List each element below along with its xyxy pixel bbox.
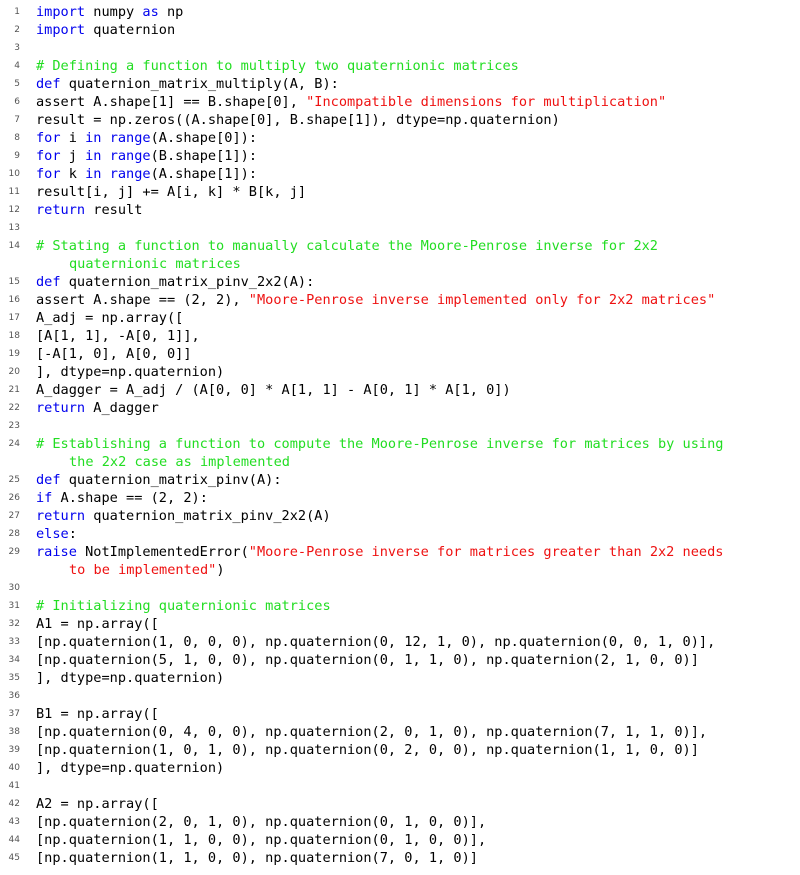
code-line (0, 363, 800, 381)
code-token: (B.shape[1]): (150, 148, 258, 164)
code-text (36, 399, 159, 417)
code-line (0, 507, 800, 525)
code-line (0, 525, 800, 543)
code-token: assert A.shape[1] == B.shape[0], (36, 94, 307, 110)
line-number: 7 (14, 115, 20, 125)
code-token: [np.quaternion(2, 0, 1, 0), np.quaternion(0, 1, 0, 0)], (36, 814, 487, 830)
code-line (0, 759, 800, 777)
code-text (36, 615, 159, 633)
code-text (36, 183, 306, 201)
code-line (0, 417, 800, 435)
code-line (0, 291, 800, 309)
code-token: quaternion_matrix_pinv(A): (60, 472, 282, 488)
code-line-continuation (0, 561, 800, 579)
code-text (69, 453, 290, 471)
keyword-token: return (36, 400, 86, 416)
code-line (0, 3, 800, 21)
keyword-token: if (36, 490, 53, 506)
code-text (36, 633, 715, 651)
line-number: 44 (8, 835, 20, 845)
code-line (0, 147, 800, 165)
keyword-token: for (36, 130, 61, 146)
code-token: k (60, 166, 86, 182)
code-line (0, 39, 800, 57)
code-text (36, 3, 183, 21)
keyword-token: return (36, 202, 86, 218)
code-token: NotImplementedError( (76, 544, 249, 560)
code-text (36, 723, 707, 741)
code-line (0, 795, 800, 813)
code-text (36, 21, 175, 39)
keyword-token: for (36, 148, 61, 164)
code-line-continuation (0, 255, 800, 273)
comment-token: # Initializing quaternionic matrices (36, 598, 331, 614)
code-text (36, 57, 519, 75)
line-number: 25 (8, 475, 20, 485)
code-token: result[i, j] += A[i, k] * B[k, j] (36, 184, 307, 200)
keyword-token: range (109, 130, 151, 146)
code-text (36, 75, 339, 93)
line-number: 32 (8, 619, 20, 629)
line-number: 20 (8, 367, 20, 377)
code-token: quaternion_matrix_pinv_2x2(A): (60, 274, 315, 290)
code-text (36, 309, 183, 327)
code-token: : (68, 526, 77, 542)
line-number: 4 (14, 61, 20, 71)
code-listing (0, 3, 800, 867)
code-line (0, 471, 800, 489)
line-number: 36 (8, 691, 20, 701)
line-number: 12 (8, 205, 20, 215)
code-line (0, 75, 800, 93)
keyword-token: for (36, 166, 61, 182)
line-number: 39 (8, 745, 20, 755)
code-text (36, 705, 159, 723)
code-token: [np.quaternion(0, 4, 0, 0), np.quaternion(2, 0, 1, 0), np.quaternion(7, 1, 1, 0)], (36, 724, 708, 740)
code-text (36, 435, 723, 453)
keyword-token: in (85, 130, 102, 146)
string-token: to be implemented" (69, 562, 217, 578)
comment-token: the 2x2 case as implemented (69, 454, 290, 470)
code-text (36, 327, 200, 345)
code-line (0, 597, 800, 615)
code-token: j (60, 148, 86, 164)
code-text (36, 129, 257, 147)
code-line (0, 543, 800, 561)
code-line (0, 579, 800, 597)
code-line (0, 309, 800, 327)
code-text (36, 237, 658, 255)
code-text (36, 201, 142, 219)
code-line (0, 651, 800, 669)
code-token: np (158, 4, 184, 20)
code-text (36, 597, 331, 615)
code-token: [np.quaternion(1, 0, 1, 0), np.quaternion(0, 2, 0, 0), np.quaternion(1, 1, 0, 0)] (36, 742, 699, 758)
code-line (0, 93, 800, 111)
code-token: [np.quaternion(1, 1, 0, 0), np.quaternion(0, 1, 0, 0)], (36, 832, 487, 848)
code-line (0, 345, 800, 363)
code-token (102, 166, 110, 182)
line-number: 28 (8, 529, 20, 539)
code-line (0, 669, 800, 687)
code-token: A1 = np.array([ (36, 616, 159, 632)
code-token: A_dagger (85, 400, 159, 416)
code-line (0, 741, 800, 759)
code-text (36, 669, 224, 687)
code-token: ], dtype=np.quaternion) (36, 760, 225, 776)
keyword-token: def (36, 472, 61, 488)
code-token: ], dtype=np.quaternion) (36, 364, 225, 380)
keyword-token: raise (36, 544, 77, 560)
line-number: 29 (8, 547, 20, 557)
code-line (0, 849, 800, 867)
keyword-token: else (36, 526, 69, 542)
code-line (0, 813, 800, 831)
code-text (36, 741, 699, 759)
line-number: 3 (14, 43, 20, 53)
code-token: (A.shape[0]): (150, 130, 258, 146)
comment-token: # Stating a function to manually calculate the Moore-Penrose inverse for 2x2 (36, 238, 658, 254)
line-number: 23 (8, 421, 20, 431)
code-line (0, 723, 800, 741)
code-text (36, 273, 314, 291)
code-token: B1 = np.array([ (36, 706, 159, 722)
line-number: 17 (8, 313, 20, 323)
line-number: 35 (8, 673, 20, 683)
keyword-token: def (36, 274, 61, 290)
code-text (36, 651, 699, 669)
line-number: 8 (14, 133, 20, 143)
code-line (0, 111, 800, 129)
comment-token: # Establishing a function to compute the Moore-Penrose inverse for matrices by using (36, 436, 724, 452)
line-number: 27 (8, 511, 20, 521)
code-line (0, 831, 800, 849)
code-token: [np.quaternion(1, 0, 0, 0), np.quaternion(0, 12, 1, 0), np.quaternion(0, 0, 1, 0)], (36, 634, 716, 650)
code-line-continuation (0, 453, 800, 471)
code-text (69, 561, 225, 579)
code-line (0, 129, 800, 147)
string-token: "Incompatible dimensions for multiplication" (306, 94, 667, 110)
line-number: 21 (8, 385, 20, 395)
code-line (0, 489, 800, 507)
line-number: 22 (8, 403, 20, 413)
keyword-token: range (109, 166, 151, 182)
line-number: 45 (8, 853, 20, 863)
code-text (36, 111, 560, 129)
keyword-token: range (109, 148, 151, 164)
code-token: assert A.shape == (2, 2), (36, 292, 249, 308)
code-line (0, 237, 800, 255)
code-token: i (60, 130, 86, 146)
line-number: 9 (14, 151, 20, 161)
code-line (0, 21, 800, 39)
line-number: 6 (14, 97, 20, 107)
code-token: ) (216, 562, 225, 578)
code-line (0, 435, 800, 453)
code-text (36, 291, 715, 309)
code-token: numpy (85, 4, 143, 20)
code-line (0, 399, 800, 417)
line-number: 31 (8, 601, 20, 611)
code-line (0, 183, 800, 201)
line-number: 40 (8, 763, 20, 773)
code-text (36, 759, 224, 777)
code-text (36, 507, 331, 525)
code-line (0, 777, 800, 795)
code-text (36, 381, 511, 399)
code-text (36, 813, 486, 831)
code-token: A_adj = np.array([ (36, 310, 184, 326)
line-number: 13 (8, 223, 20, 233)
code-token: [A[1, 1], -A[0, 1]], (36, 328, 200, 344)
line-number: 2 (14, 25, 20, 35)
code-text (36, 489, 208, 507)
line-number: 1 (14, 7, 20, 17)
code-token: A2 = np.array([ (36, 796, 159, 812)
code-token: (A.shape[1]): (150, 166, 258, 182)
line-number: 10 (8, 169, 20, 179)
line-number: 34 (8, 655, 20, 665)
code-line (0, 615, 800, 633)
line-number: 19 (8, 349, 20, 359)
code-text (36, 525, 77, 543)
code-token: result = np.zeros((A.shape[0], B.shape[1]), dtype=np.quaternion) (36, 112, 560, 128)
code-token: quaternion_matrix_pinv_2x2(A) (85, 508, 331, 524)
code-line (0, 273, 800, 291)
code-text (36, 345, 192, 363)
line-number: 33 (8, 637, 20, 647)
code-line (0, 57, 800, 75)
line-number: 16 (8, 295, 20, 305)
keyword-token: in (85, 148, 102, 164)
code-token: [-A[1, 0], A[0, 0]] (36, 346, 192, 362)
comment-token: # Defining a function to multiply two quaternionic matrices (36, 58, 519, 74)
code-token: A.shape == (2, 2): (52, 490, 208, 506)
code-text (36, 543, 723, 561)
code-text (36, 147, 257, 165)
line-number: 42 (8, 799, 20, 809)
line-number: 30 (8, 583, 20, 593)
code-text (36, 363, 224, 381)
code-line (0, 219, 800, 237)
code-token: quaternion (85, 22, 176, 38)
code-line (0, 201, 800, 219)
keyword-token: in (85, 166, 102, 182)
code-line (0, 705, 800, 723)
code-text (36, 93, 666, 111)
code-text (36, 849, 478, 867)
code-token: [np.quaternion(1, 1, 0, 0), np.quaternion(7, 0, 1, 0)] (36, 850, 478, 866)
keyword-token: def (36, 76, 61, 92)
code-line (0, 633, 800, 651)
line-number: 41 (8, 781, 20, 791)
keyword-token: as (142, 4, 159, 20)
code-line (0, 327, 800, 345)
code-token: A_dagger = A_adj / (A[0, 0] * A[1, 1] - A[0, 1] * A[1, 0]) (36, 382, 511, 398)
line-number: 37 (8, 709, 20, 719)
code-line (0, 381, 800, 399)
line-number: 15 (8, 277, 20, 287)
code-token (102, 148, 110, 164)
string-token: "Moore-Penrose inverse for matrices greater than 2x2 needs (248, 544, 724, 560)
code-text (36, 471, 282, 489)
line-number: 14 (8, 241, 20, 251)
code-text (36, 831, 486, 849)
keyword-token: return (36, 508, 86, 524)
code-token (102, 130, 110, 146)
keyword-token: import (36, 4, 86, 20)
keyword-token: import (36, 22, 86, 38)
line-number: 43 (8, 817, 20, 827)
line-number: 18 (8, 331, 20, 341)
line-number: 5 (14, 79, 20, 89)
line-number: 26 (8, 493, 20, 503)
code-token: quaternion_matrix_multiply(A, B): (60, 76, 339, 92)
line-number: 24 (8, 439, 20, 449)
code-text (69, 255, 241, 273)
line-number: 38 (8, 727, 20, 737)
line-number: 11 (8, 187, 20, 197)
code-text (36, 165, 257, 183)
code-token: result (85, 202, 143, 218)
comment-token: quaternionic matrices (69, 256, 241, 272)
code-token: ], dtype=np.quaternion) (36, 670, 225, 686)
code-line (0, 165, 800, 183)
code-line (0, 687, 800, 705)
code-token: [np.quaternion(5, 1, 0, 0), np.quaternion(0, 1, 1, 0), np.quaternion(2, 1, 0, 0)] (36, 652, 699, 668)
string-token: "Moore-Penrose inverse implemented only for 2x2 matrices" (248, 292, 716, 308)
code-text (36, 795, 159, 813)
